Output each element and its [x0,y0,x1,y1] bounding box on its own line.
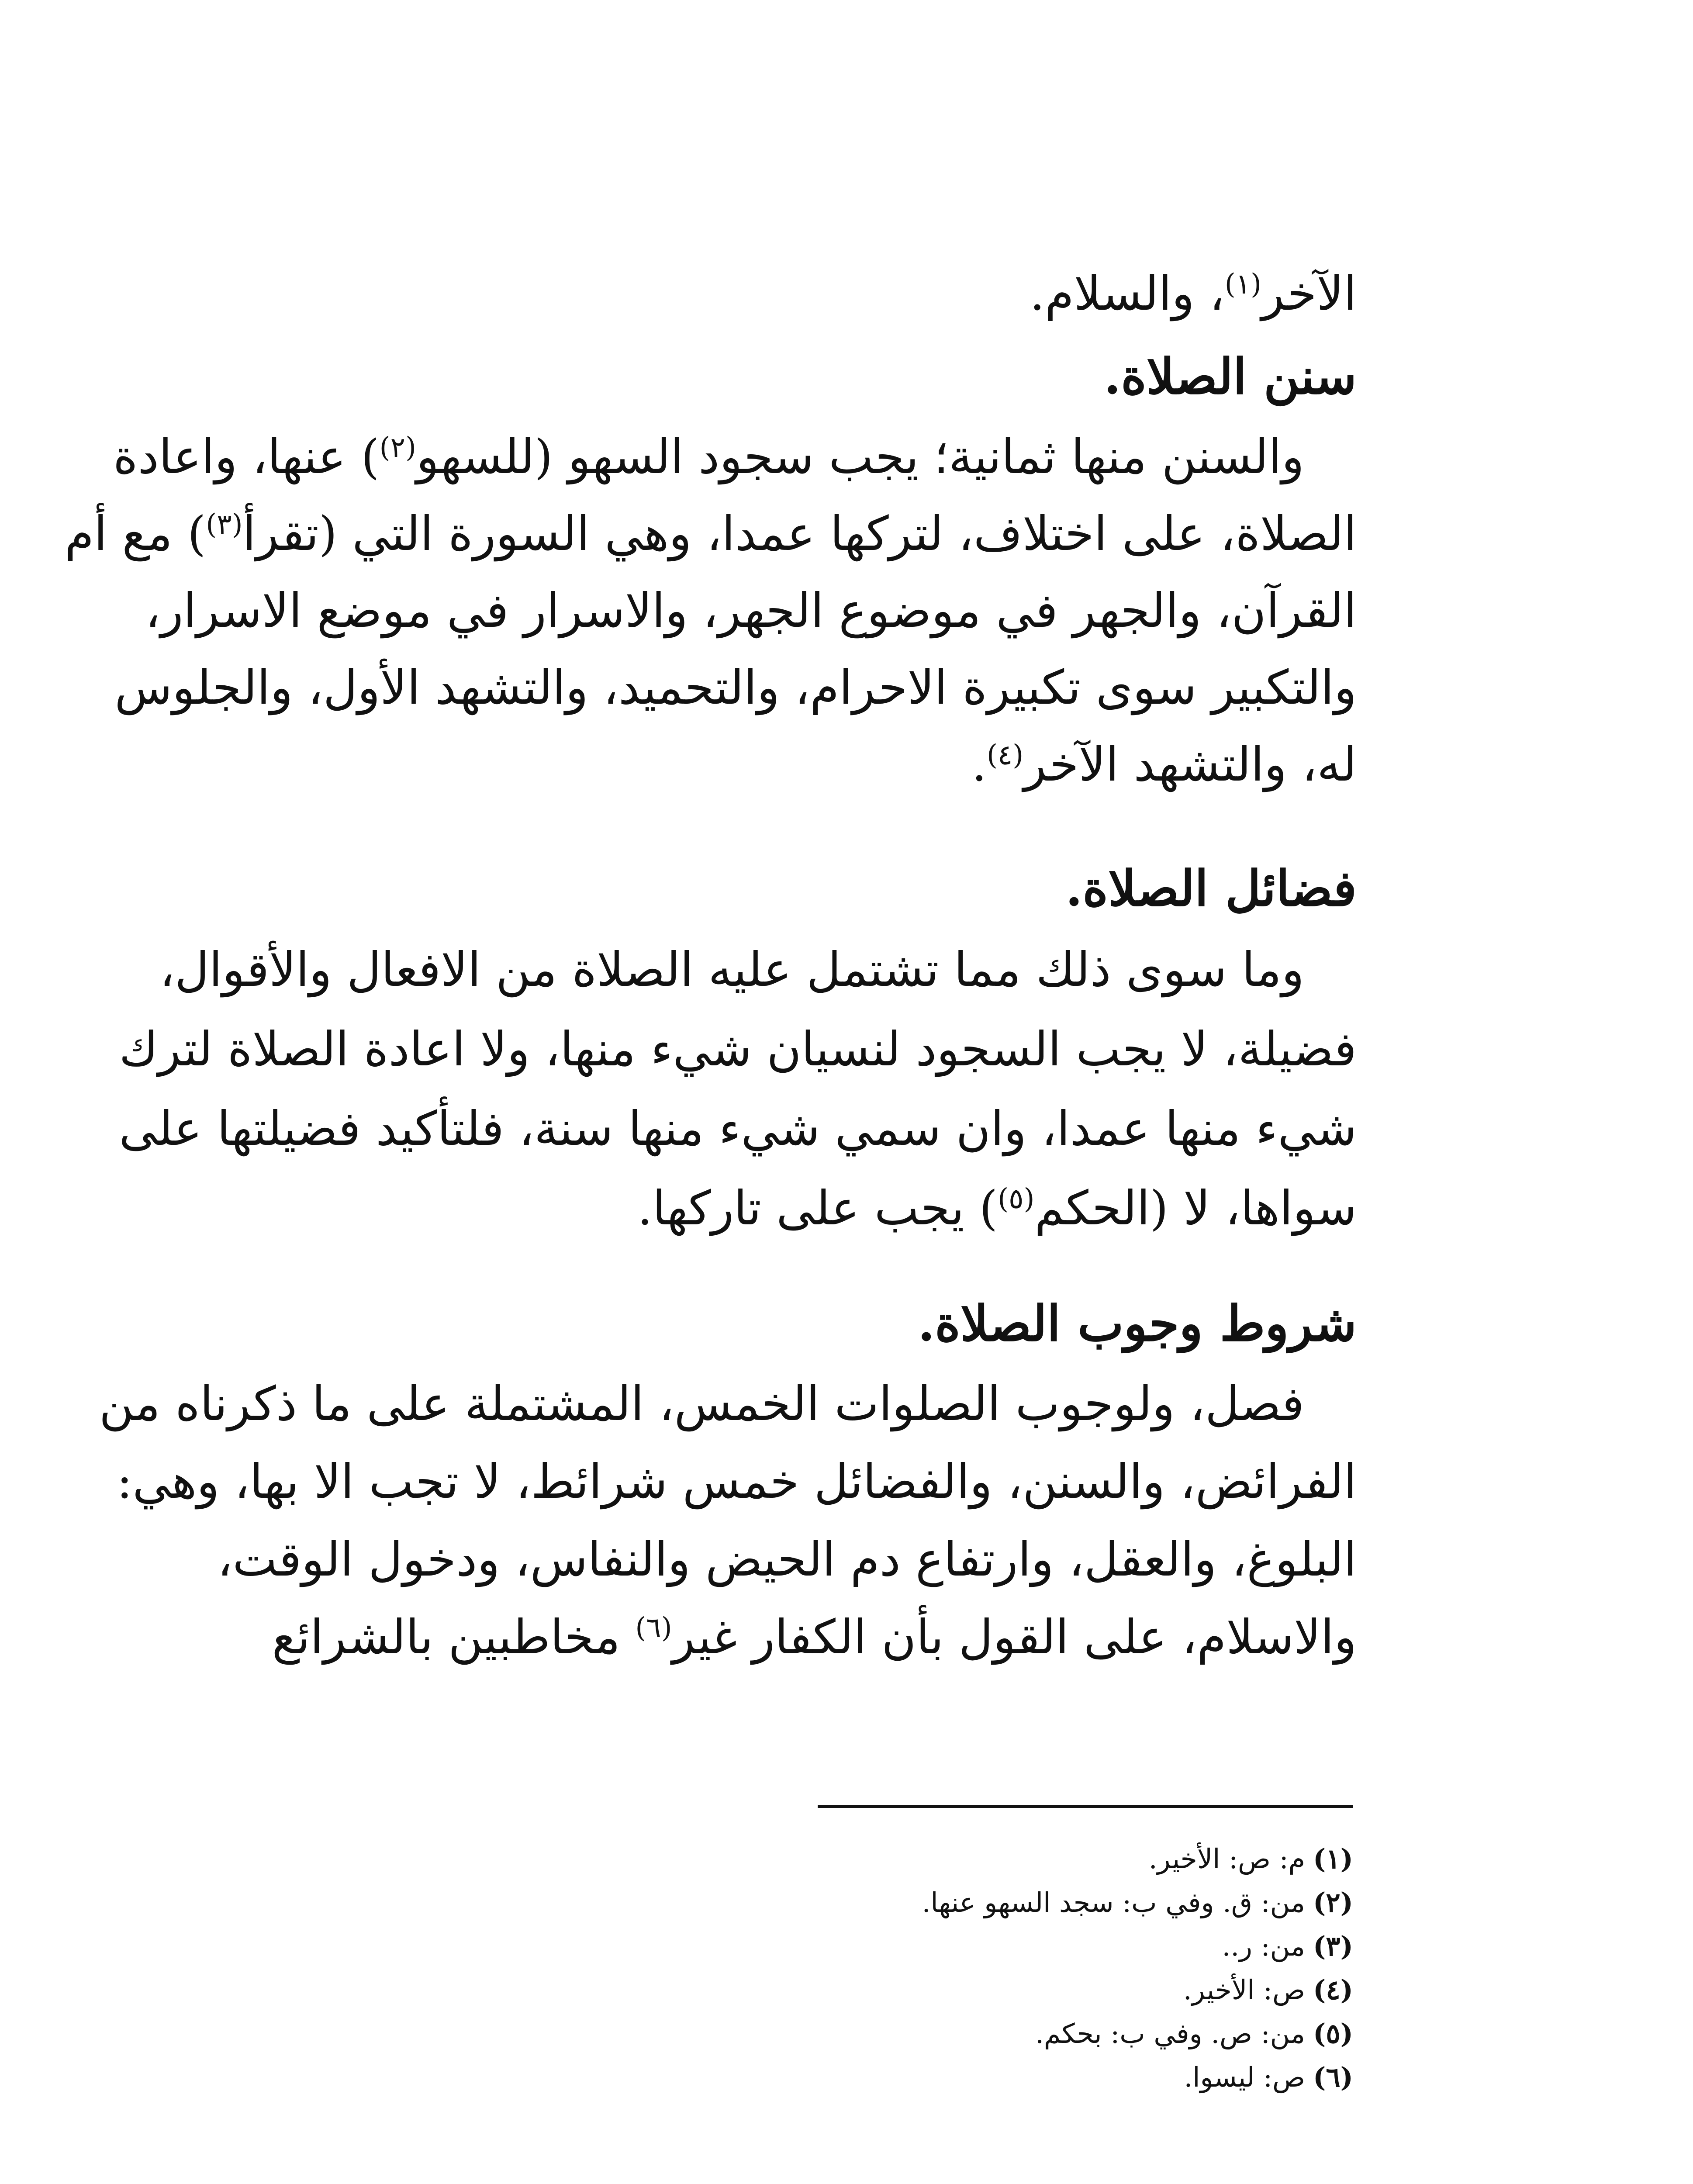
footnote-number: (٦) [1313,2061,1353,2093]
section-heading: شروط وجوب الصلاة. [918,1295,1357,1352]
footnote-number: (٥) [1313,2018,1353,2049]
footnote [1149,1837,1353,1881]
footnote-text: م: ص: الأخير. [1148,1843,1305,1875]
text-line: والتكبير سوى تكبيرة الاحرام، والتحميد، والتشهد الأول، والجلوس [114,660,1357,715]
footnote-divider [818,1805,1353,1808]
text-line: الآخر$^{(١)}$، والسلام. [1030,266,1357,321]
footnote-text: من: ق. وفي ب: سجد السهو عنها. [922,1887,1305,1918]
footnote-marker: (٣) [206,508,243,541]
footnote [1222,1925,1353,1968]
text-line: شيء منها عمدا، وان سمي شيء منها سنة، فلتأكيد فضيلتها على [119,1102,1357,1156]
footnote-number: (١) [1313,1843,1353,1875]
text-line: فضيلة، لا يجب السجود لنسيان شيء منها، ولا اعادة الصلاة لترك [119,1022,1357,1077]
footnote-marker: (٥) [998,1183,1035,1215]
text-line: له، والتشهد الآخر$^{(٤)}$. [971,737,1357,792]
text-line: الصلاة، على اختلاف، لتركها عمدا، وهي السورة التي (تقرأ$^{(٣)}$) مع أم [65,507,1357,561]
footnote-number: (٣) [1313,1930,1353,1962]
footnote-marker: (١) [1224,268,1262,301]
footnote-text: من: ر.. [1222,1930,1305,1962]
text-line: سواها، لا (الحكم$^{(٥)}$) يجب على تاركها. [637,1181,1357,1236]
text-line: الفرائض، والسنن، والفضائل خمس شرائط، لا تجب الا بها، وهي: [116,1455,1357,1509]
text-line: البلوغ، والعقل، وارتفاع دم الحيض والنفاس، ودخول الوقت، [217,1532,1357,1587]
footnote [1183,1968,1353,2012]
section-heading: سنن الصلاة. [1104,348,1357,405]
footnote-marker: (٢) [379,432,416,464]
section-heading: فضائل الصلاة. [1065,860,1357,917]
footnote-number: (٢) [1313,1887,1353,1918]
footnote-text: من: ص. وفي ب: بحكم. [1035,2018,1305,2049]
text-line: والسنن منها ثمانية؛ يجب سجود السهو (للسهو$^{(٢)}$) عنها، واعادة [113,430,1304,484]
footnote [922,1881,1353,1925]
footnote-marker: (٦) [635,1612,672,1644]
text-line: القرآن، والجهر في موضوع الجهر، والاسرار في موضع الاسرار، [145,584,1357,638]
footnote-text: ص: الأخير. [1183,1974,1305,2006]
footnote-marker: (٤) [986,739,1024,771]
footnote-number: (٤) [1313,1974,1353,2006]
text-line: وما سوى ذلك مما تشتمل عليه الصلاة من الافعال والأقوال، [159,943,1304,997]
footnote-text: ص: ليسوا. [1184,2061,1305,2093]
footnote [1035,2012,1353,2056]
text-line: والاسلام، على القول بأن الكفار غير$^{(٦)}$ مخاطبين بالشرائع [272,1610,1357,1665]
text-line: فصل، ولوجوب الصلوات الخمس، المشتملة على ما ذكرناه من [99,1377,1304,1431]
footnote [1184,2056,1353,2099]
